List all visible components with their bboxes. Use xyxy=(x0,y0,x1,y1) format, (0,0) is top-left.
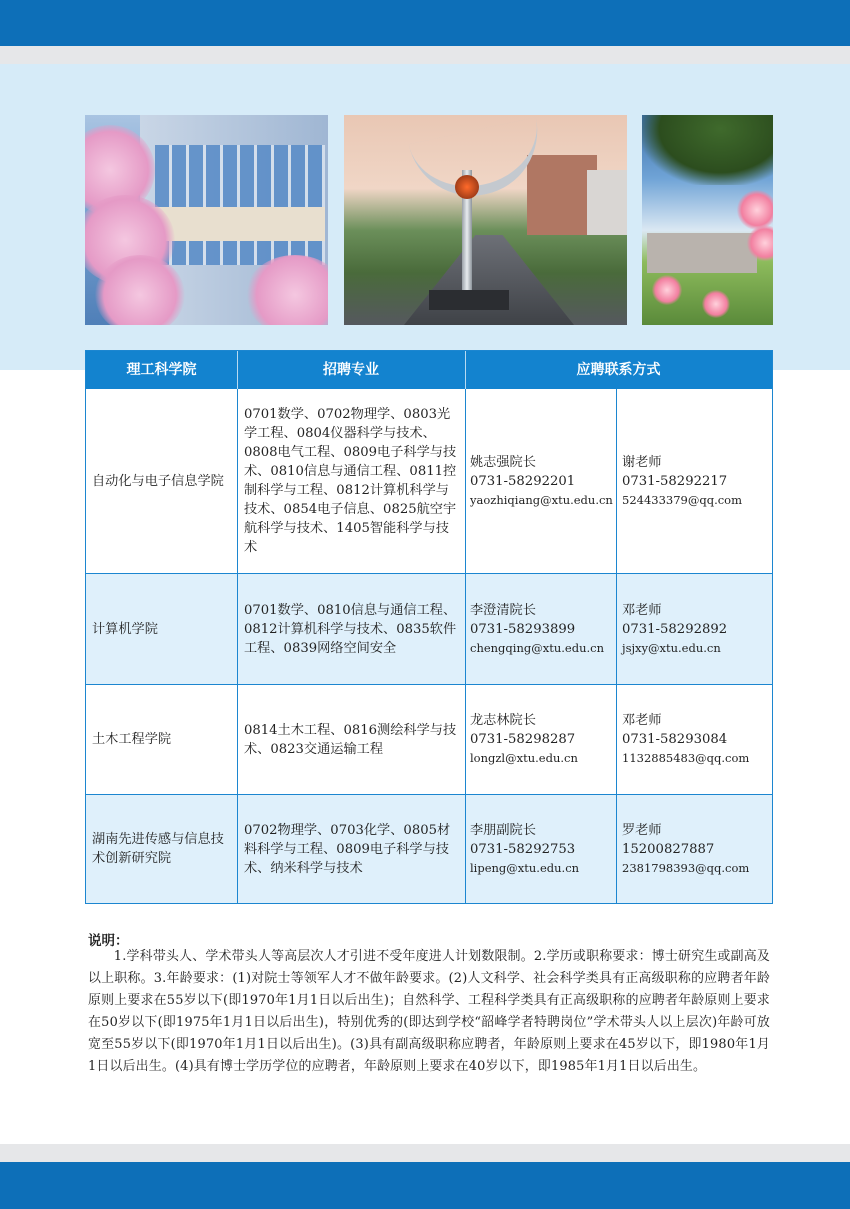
bottom-stripe xyxy=(0,1144,850,1162)
major-list: 0814土木工程、0816测绘科学与技术、0823交通运输工程 xyxy=(244,722,457,757)
teacher-name: 邓老师 xyxy=(622,713,662,728)
teacher-email: 1132885483@qq.com xyxy=(622,751,750,765)
campus-flowers-photo xyxy=(642,115,773,325)
dean-name: 龙志林院长 xyxy=(470,713,536,728)
header-college: 理工科学院 xyxy=(126,362,197,378)
dean-name: 李朋副院长 xyxy=(470,822,536,838)
teacher-email: jsjxy@xtu.edu.cn xyxy=(622,640,721,655)
major-list: 0701数学、0702物理学、0803光学工程、0804仪器科学与技术、0808电气工程、0809电子科学与技术、0810信息与通信工程、0811控制科学与工程、0812计算机科学与技术、0854电子信息、0825航空宇航科学与技术、1405智能科学与技术 xyxy=(244,407,457,555)
dean-name: 李澄清院长 xyxy=(470,602,536,618)
dean-contact xyxy=(465,795,616,903)
table-row xyxy=(86,389,772,573)
notes-title: 说明： xyxy=(88,933,129,949)
dean-phone: 0731-58298287 xyxy=(470,732,576,747)
top-banner xyxy=(0,0,850,46)
teacher-email: 2381798393@qq.com xyxy=(622,860,750,875)
teacher-contact xyxy=(616,685,772,794)
bottom-banner xyxy=(0,1162,850,1209)
table-row xyxy=(86,574,772,684)
teacher-contact xyxy=(616,574,772,684)
teacher-name: 谢老师 xyxy=(622,454,662,470)
college-name: 土木工程学院 xyxy=(92,732,172,747)
college-name: 自动化与电子信息学院 xyxy=(92,473,224,489)
teacher-email: 524433379@qq.com xyxy=(622,492,742,507)
teacher-name: 罗老师 xyxy=(622,822,662,838)
dean-email: longzl@xtu.edu.cn xyxy=(470,751,578,765)
dean-name: 姚志强院长 xyxy=(470,454,536,470)
dean-email: chengqing@xtu.edu.cn xyxy=(470,640,604,655)
dean-contact xyxy=(465,389,616,573)
dean-email: yaozhiqiang@xtu.edu.cn xyxy=(470,492,613,507)
teacher-phone: 0731-58292217 xyxy=(622,473,728,489)
dean-contact xyxy=(465,685,616,794)
table-row xyxy=(86,685,772,794)
header-contact: 应聘联系方式 xyxy=(576,362,661,378)
major-list: 0702物理学、0703化学、0805材料科学与工程、0809电子科学与技术、纳米科学与技术 xyxy=(244,822,451,876)
dean-contact xyxy=(465,574,616,684)
college-name: 湖南先进传感与信息技术创新研究院 xyxy=(92,832,224,866)
college-name: 计算机学院 xyxy=(92,621,158,637)
table-header xyxy=(86,351,772,389)
recruitment-table xyxy=(85,350,773,904)
teacher-contact xyxy=(616,795,772,903)
sculpture-photo xyxy=(344,115,627,325)
dean-phone: 0731-58292201 xyxy=(470,473,576,489)
teacher-contact xyxy=(616,389,772,573)
library-photo xyxy=(85,115,328,325)
notes-body: 1.学科带头人、学术带头人等高层次人才引进不受年度进人计划数限制。2.学历或职称要求：博士研究生或副高及以上职称。3.年龄要求：(1)对院士等领军人才不做年龄要求。(2)人文科学、社会科学类具有正高级职称的应聘者年龄原则上要求在55岁以下(即1970年1月1日以后出生)；自然科学、工程科学类具有正高级职称的应聘者年龄原则上要求在50岁以下(即1975年1月1日以后出生)，特别优秀的(即达到学校“韶峰学者特聘岗位”学术带头人以上层次)年龄可放宽至55岁以下(即1970年1月1日以后出生)。(3)具有副高级职称应聘者，年龄原则上要求在45岁以下，即1980年1月1日以后出生。(4)具有博士学历学位的应聘者，年龄原则上要求在40岁以下，即1985年1月1日以后出生。 xyxy=(88,949,770,1074)
table-row xyxy=(86,795,772,903)
teacher-name: 邓老师 xyxy=(622,602,662,618)
teacher-phone: 0731-58293084 xyxy=(622,732,728,747)
top-stripe xyxy=(0,46,850,64)
dean-phone: 0731-58293899 xyxy=(470,621,576,637)
header-major: 招聘专业 xyxy=(323,362,379,378)
dean-email: lipeng@xtu.edu.cn xyxy=(470,860,580,875)
dean-phone: 0731-58292753 xyxy=(470,841,576,857)
major-list: 0701数学、0810信息与通信工程、0812计算机科学与技术、0835软件工程、0839网络空间安全 xyxy=(244,602,457,656)
teacher-phone: 15200827887 xyxy=(622,841,715,857)
teacher-phone: 0731-58292892 xyxy=(622,621,728,637)
